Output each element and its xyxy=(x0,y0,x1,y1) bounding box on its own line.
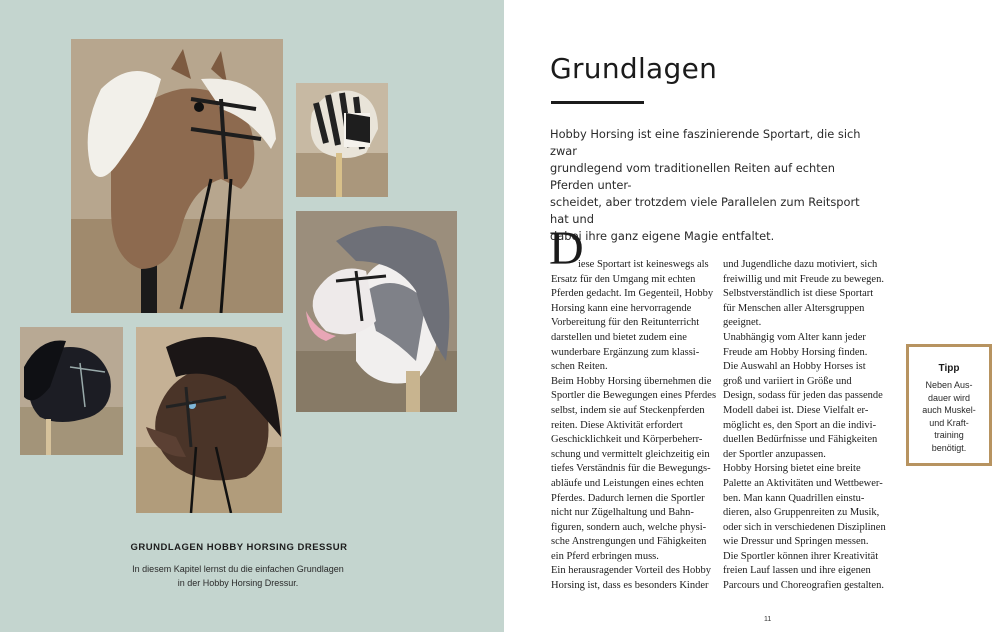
tip-title: Tipp xyxy=(938,363,960,374)
body-line: Sportler die Bewegungen eines Pferdes xyxy=(551,390,717,402)
body-line: und Jugendliche dazu motiviert, sich xyxy=(723,259,878,270)
tip-line: und Kraft- xyxy=(929,417,969,428)
body-line: wie Dressur und Springen messen. xyxy=(723,536,869,548)
body-line: freien Lauf lassen und ihre eigenen xyxy=(723,565,871,577)
tip-line: training xyxy=(934,430,964,440)
body-line: für Menschen aller Altersgruppen xyxy=(723,302,865,314)
tip-line: auch Muskel- xyxy=(922,405,976,415)
body-line: dieren, also Gruppenreiten zu Musik, xyxy=(723,507,880,519)
tip-text xyxy=(909,379,989,454)
body-line: abläufe und Leistungen eines echten xyxy=(551,477,704,489)
body-line: Hobby Horsing bietet eine breite xyxy=(723,463,861,475)
body-line: nicht nur Zügelhaltung und Bahn- xyxy=(551,507,694,519)
body-line: Modell dabei ist. Diese Vielfalt er- xyxy=(723,404,869,416)
intro-line: Hobby Horsing ist eine faszinierende Sportart, die sich zwar xyxy=(550,127,861,158)
body-line: schung und vermittelt gleichzeitig ein xyxy=(551,448,710,460)
body-line: selbst, indem sie auf Steckenpferden xyxy=(551,404,705,416)
body-line: reiten. Diese Aktivität erfordert xyxy=(551,419,683,431)
body-line: Die Sportler können ihrer Kreativität xyxy=(723,550,879,562)
intro-line: dabei ihre ganz eigene Magie entfaltet. xyxy=(550,229,775,243)
body-line: Die Auswahl an Hobby Horses ist xyxy=(723,361,866,373)
body-line: geeignet. xyxy=(723,317,762,329)
body-line: Parcours und Choreografien gestalten. xyxy=(723,580,884,592)
caption-line: In diesem Kapitel lernst du die einfachen Grundlagen xyxy=(132,564,344,574)
body-line: Pferden gedacht. Im Gegenteil, Hobby xyxy=(551,288,714,300)
tip-line: Neben Aus- xyxy=(925,380,973,390)
body-line: möglicht es, den Sport an die indivi- xyxy=(723,419,877,431)
caption-text xyxy=(118,562,358,590)
body-line: duellen Bedürfnisse und Fähigkeiten xyxy=(723,434,878,446)
tip-line: benötigt. xyxy=(931,442,967,453)
photo-dark-brown-hobby-horse xyxy=(136,327,282,513)
body-column-left xyxy=(551,258,717,594)
body-line: Beim Hobby Horsing übernehmen die xyxy=(551,375,712,387)
body-line: schen Reiten. xyxy=(551,361,608,373)
photo-striped-mane-hobby-horse xyxy=(296,83,388,197)
body-column-right xyxy=(723,258,893,594)
page-heading: Grundlagen xyxy=(550,52,718,85)
body-line: Selbstverständlich ist diese Sportart xyxy=(723,288,874,300)
body-line: Geschicklichkeit und Körperbeherr- xyxy=(551,434,703,446)
photo-light-brown-hobby-horse xyxy=(71,39,283,313)
intro-paragraph xyxy=(550,126,868,245)
body-line: Horsing ist, dass es besonders Kinder xyxy=(551,580,709,592)
body-line: darstellen und bietet zudem eine xyxy=(551,331,687,343)
body-line: wunderbare Ergänzung zum klassi- xyxy=(551,346,700,358)
body-line: ein Pferd erbringen muss. xyxy=(551,550,659,562)
body-line: Horsing kann eine hervorragende xyxy=(551,302,692,314)
intro-line: scheidet, aber trotzdem viele Parallelen zum Reitsport hat und xyxy=(550,195,860,226)
body-line: Ein herausragender Vorteil des Hobby xyxy=(551,565,711,577)
body-line: Unabhängig vom Alter kann jeder xyxy=(723,331,866,343)
body-line: tiefes Verständnis für die Bewegungs- xyxy=(551,463,711,475)
photo-grey-hobby-horse xyxy=(296,211,457,412)
body-line: ben. Man kann Quadrillen einstu- xyxy=(723,492,865,504)
body-line: figuren, sondern auch, welche physi- xyxy=(551,521,707,533)
body-line: groß und variiert in Größe und xyxy=(723,375,852,387)
body-line: Design, sodass für jeden das passende xyxy=(723,390,883,402)
body-line: freiwillig und mit Freude zu bewegen. xyxy=(723,273,884,285)
tip-box xyxy=(906,344,992,466)
drop-cap: D xyxy=(549,222,584,275)
body-line: Vorbereitung für den Reitunterricht xyxy=(551,317,700,329)
intro-line: grundlegend vom traditionellen Reiten auf echten Pferden unter- xyxy=(550,161,835,192)
caption-title: GRUNDLAGEN HOBBY HORSING DRESSUR xyxy=(130,542,348,553)
tip-line: dauer wird xyxy=(927,392,971,403)
heading-underline xyxy=(551,101,644,104)
body-line: der Sportler anzupassen. xyxy=(723,448,826,460)
body-line: Freude am Hobby Horsing finden. xyxy=(723,346,868,358)
body-line: iese Sportart ist keineswegs als xyxy=(578,259,709,270)
page-number: 11 xyxy=(764,616,772,623)
body-line: oder sich in verschiedenen Disziplinen xyxy=(723,521,886,533)
body-line: Pferdes. Dadurch lernen die Sportler xyxy=(551,492,705,504)
caption-line: in der Hobby Horsing Dressur. xyxy=(177,578,299,588)
body-line: Ersatz für den Umgang mit echten xyxy=(551,273,696,285)
body-line: Palette an Aktivitäten und Wettbewer- xyxy=(723,477,883,489)
photo-black-hobby-horse xyxy=(20,327,123,455)
body-line: sche Anstrengungen und Fähigkeiten xyxy=(551,536,707,548)
